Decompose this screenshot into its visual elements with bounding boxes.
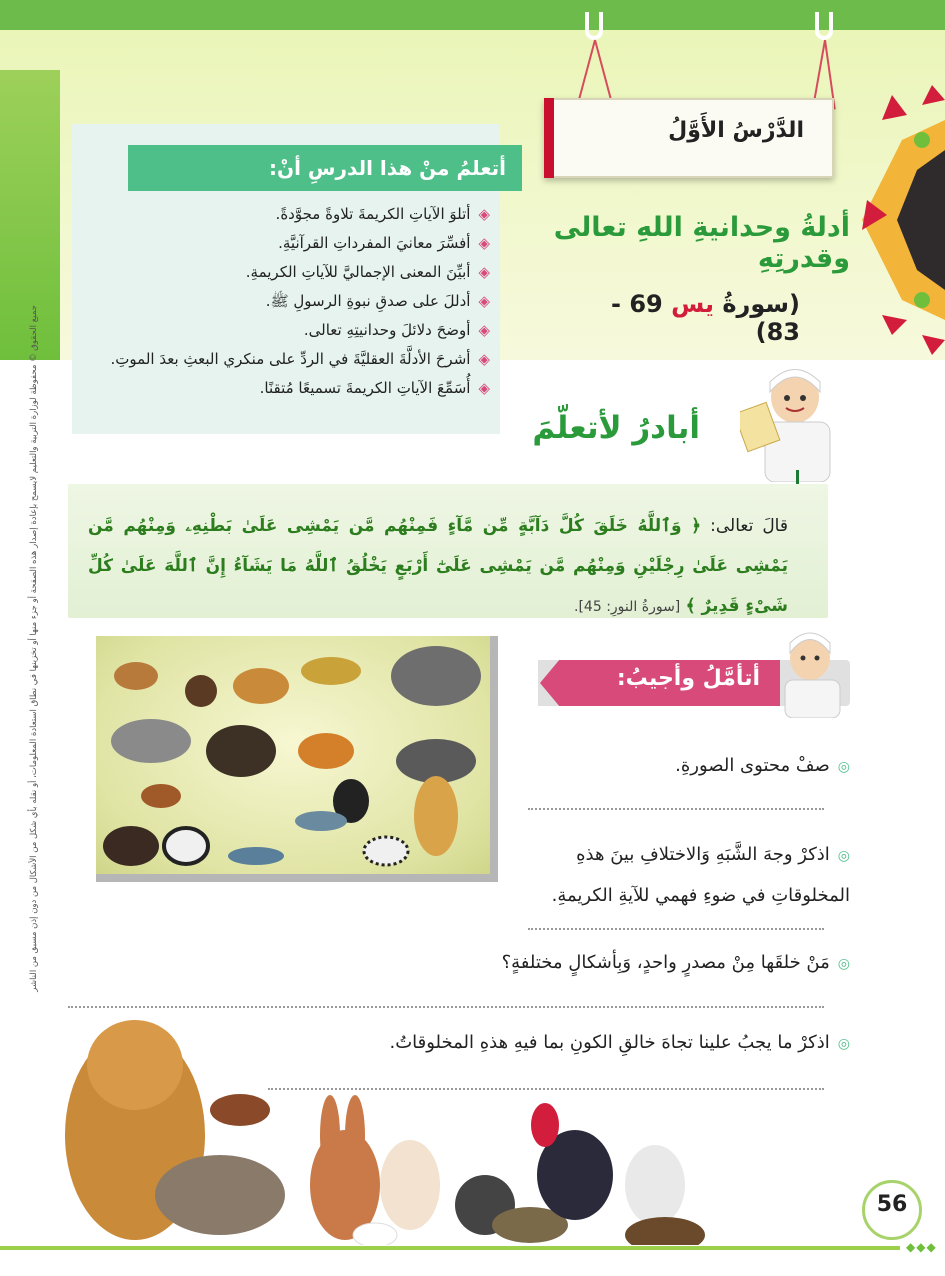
objective-item: ◈أوضحَ دلائلَ وحدانيتِهِ تعالى. bbox=[303, 321, 490, 339]
hook-icon bbox=[585, 12, 603, 40]
question-4: ◎اذكرْ ما يجبُ علينا تجاهَ خالقِ الكونِ بما فيهِ هذهِ المخلوقاتُ. bbox=[389, 1032, 850, 1053]
objectives-list bbox=[90, 200, 490, 403]
hook-icon bbox=[815, 12, 833, 40]
book-bullet-icon: ◈ bbox=[478, 234, 490, 252]
answer-line[interactable] bbox=[528, 928, 824, 930]
objective-item: ◈أدللَ على صدقِ نبوةِ الرسولِ ﷺ. bbox=[265, 292, 490, 310]
objective-item: ◈أفسِّرَ معانيَ المفرداتِ القرآنيَّةِ. bbox=[278, 234, 490, 252]
answer-line[interactable] bbox=[528, 808, 824, 810]
bottom-rule bbox=[0, 1246, 900, 1250]
verse-quote: ﴿ وَٱللَّهُ خَلَقَ كُلَّ دَآبَّةٍ مِّن مَّآءٍ فَمِنْهُم مَّن يَمْشِى عَلَىٰ بَطْنِهِۦ وَمِنْهُم مَّن يَمْشِى عَلَىٰ رِجْلَيْنِ وَمِنْهُم مَّن يَمْشِى عَلَىٰٓ أَرْبَعٍ يَخْلُقُ ٱللَّهُ مَا يَشَآءُ إِنَّ ٱللَّهَ عَلَىٰ كُلِّ شَىْءٍ قَدِيرٌ ﴾ bbox=[88, 516, 788, 616]
surah-prefix: (سورةُ bbox=[722, 290, 800, 318]
objective-item: ◈أُسَمِّعَ الآياتِ الكريمةَ تسميعًا مُتقنًا. bbox=[259, 379, 490, 397]
verse-intro: قالَ تعالى: bbox=[710, 516, 788, 536]
target-bullet-icon: ◎ bbox=[837, 956, 850, 972]
verse-text bbox=[88, 506, 788, 627]
animals-picture bbox=[96, 636, 498, 882]
surah-range: 69 - 83) bbox=[611, 290, 800, 346]
lesson-title: أدلةُ وحدانيةِ اللهِ تعالى وقدرتِهِ bbox=[553, 212, 850, 274]
book-bullet-icon: ◈ bbox=[478, 292, 490, 310]
animals-illustration bbox=[96, 636, 490, 874]
book-bullet-icon: ◈ bbox=[478, 379, 490, 397]
start-learning-title: أبادرُ لأتعلّمَ bbox=[532, 410, 700, 446]
target-bullet-icon: ◎ bbox=[837, 1036, 850, 1052]
objective-item: ◈أشرحَ الأدلَّةَ العقليَّةَ في الردِّ على منكري البعثِ بعدَ الموتِ. bbox=[110, 350, 490, 368]
lesson-label: الدَّرْسُ الأَوَّلُ bbox=[668, 118, 804, 143]
objectives-heading: أتعلمُ منْ هذا الدرسِ أنْ: bbox=[128, 145, 522, 191]
objective-item: ◈أتلوَ الآياتِ الكريمةَ تلاوةً مجوَّدةً. bbox=[275, 205, 490, 223]
book-bullet-icon: ◈ bbox=[478, 263, 490, 281]
decorative-star-icon bbox=[862, 80, 945, 360]
student-thinking-illustration bbox=[770, 628, 850, 718]
target-bullet-icon: ◎ bbox=[837, 848, 850, 864]
verse-reference: [سورةُ النورِ: 45]. bbox=[574, 599, 681, 615]
target-bullet-icon: ◎ bbox=[837, 759, 850, 775]
objective-item: ◈أبيِّنَ المعنى الإجماليَّ للآياتِ الكريمةِ. bbox=[245, 263, 490, 281]
question-3: ◎مَنْ خلقَها مِنْ مصدرٍ واحدٍ، وَبِأشكالٍ مختلفةٍ؟ bbox=[501, 952, 850, 973]
surah-name: يس bbox=[671, 290, 715, 318]
book-bullet-icon: ◈ bbox=[478, 205, 490, 223]
question-2: ◎اذكرْ وجهَ الشَّبَهِ وَالاختلافِ بينَ هذهِ المخلوقاتِ في ضوءِ فهمي للآيةِ الكريمةِ. bbox=[551, 844, 850, 906]
reflect-title: أتأمَّلُ وأجيبُ: bbox=[616, 666, 760, 691]
book-bullet-icon: ◈ bbox=[478, 321, 490, 339]
top-decorative-strip bbox=[0, 0, 945, 30]
question-1: ◎صفْ محتوى الصورةِ. bbox=[675, 755, 850, 776]
bottom-dots-icon: ◆◆◆ bbox=[906, 1240, 937, 1254]
copyright-notice: جميع الحقوق © محفوظة لوزارة التربية والتعليم لايسمح بإعادة إصدار هذه الصفحة أو جزء منها أو تخزينها في نطاق استعادة المعلومات، أو نقله بأي شكل من الأشكال من دون إذن مسبق من الناشر bbox=[29, 305, 39, 992]
page-number: 56 bbox=[876, 1192, 908, 1217]
surah-reference bbox=[560, 290, 800, 346]
student-reading-illustration bbox=[740, 362, 840, 482]
pets-illustration bbox=[55, 995, 705, 1245]
book-bullet-icon: ◈ bbox=[478, 350, 490, 368]
